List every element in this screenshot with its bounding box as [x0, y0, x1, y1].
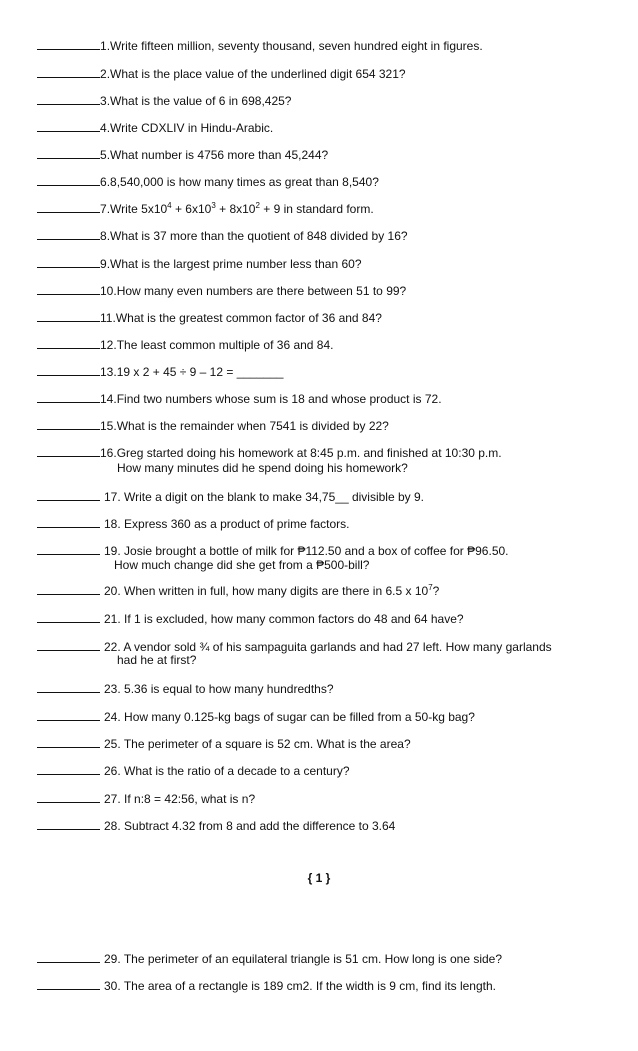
question-22-continuation: had he at first? [117, 653, 197, 667]
answer-blank[interactable] [37, 147, 100, 159]
answer-blank[interactable] [37, 256, 100, 268]
answer-blank[interactable] [37, 818, 100, 830]
answer-blank[interactable] [37, 736, 100, 748]
question-20: 20. When written in full, how many digits are there in 6.5 x $10^7$? [37, 583, 439, 598]
question-28: 28. Subtract 4.32 from 8 and add the difference to 3.64 [37, 818, 395, 833]
question-1: 1.Write fifteen million, seventy thousand, seven hundred eight in figures. [37, 38, 483, 53]
question-24: 24. How many 0.125-kg bags of sugar can be filled from a 50-kg bag? [37, 709, 475, 724]
question-16: 16.Greg started doing his homework at 8:45 p.m. and finished at 10:30 p.m. [37, 445, 502, 460]
answer-blank[interactable] [37, 228, 100, 240]
question-25: 25. The perimeter of a square is 52 cm. What is the area? [37, 736, 411, 751]
answer-blank[interactable] [37, 201, 100, 213]
answer-blank[interactable] [37, 120, 100, 132]
question-19-continuation: How much change did she get from a ₱500-bill? [114, 558, 370, 572]
question-18: 18. Express 360 as a product of prime factors. [37, 516, 349, 531]
answer-blank[interactable] [37, 391, 100, 403]
question-15: 15.What is the remainder when 7541 is divided by 22? [37, 418, 389, 433]
question-14: 14.Find two numbers whose sum is 18 and whose product is 72. [37, 391, 442, 406]
answer-blank[interactable] [37, 583, 100, 595]
question-12: 12.The least common multiple of 36 and 84. [37, 337, 334, 352]
question-6: 6.8,540,000 is how many times as great than 8,540? [37, 174, 379, 189]
question-11: 11.What is the greatest common factor of 36 and 84? [37, 310, 382, 325]
question-16-continuation: How many minutes did he spend doing his homework? [117, 461, 408, 475]
question-3: 3.What is the value of 6 in 698,425? [37, 93, 291, 108]
answer-blank[interactable] [37, 310, 100, 322]
answer-blank[interactable] [37, 174, 100, 186]
answer-blank[interactable] [37, 364, 100, 376]
question-26: 26. What is the ratio of a decade to a century? [37, 763, 350, 778]
answer-blank[interactable] [37, 681, 100, 693]
answer-blank[interactable] [37, 709, 100, 721]
question-30: 30. The area of a rectangle is 189 cm2. If the width is 9 cm, find its length. [37, 978, 496, 993]
answer-blank[interactable] [37, 93, 100, 105]
answer-blank[interactable] [37, 639, 100, 651]
question-7: 7.Write $5x10^4 + 6x10^3 + 8x10^2 + 9$ in standard form. [37, 201, 374, 216]
answer-blank[interactable] [37, 445, 100, 457]
question-13: 13.19 x 2 + 45 ÷ 9 – 12 = _______ [37, 364, 283, 379]
answer-blank[interactable] [37, 611, 100, 623]
answer-blank[interactable] [37, 283, 100, 295]
question-4: 4.Write CDXLIV in Hindu-Arabic. [37, 120, 273, 135]
answer-blank[interactable] [37, 337, 100, 349]
page-number: { 1 } [307, 871, 331, 885]
answer-blank[interactable] [37, 38, 100, 50]
question-19: 19. Josie brought a bottle of milk for ₱112.50 and a box of coffee for ₱96.50. [37, 543, 509, 558]
question-29: 29. The perimeter of an equilateral triangle is 51 cm. How long is one side? [37, 951, 502, 966]
question-21: 21. If 1 is excluded, how many common factors do 48 and 64 have? [37, 611, 464, 626]
question-5: 5.What number is 4756 more than 45,244? [37, 147, 328, 162]
question-22: 22. A vendor sold ¾ of his sampaguita garlands and had 27 left. How many garlands [37, 639, 552, 654]
question-8: 8.What is 37 more than the quotient of 848 divided by 16? [37, 228, 408, 243]
answer-blank[interactable] [37, 66, 100, 78]
answer-blank[interactable] [37, 489, 100, 501]
answer-blank[interactable] [37, 543, 100, 555]
question-2: 2.What is the place value of the underlined digit 654 321? [37, 66, 406, 81]
answer-blank[interactable] [37, 951, 100, 963]
answer-blank[interactable] [37, 978, 100, 990]
question-23: 23. 5.36 is equal to how many hundredths? [37, 681, 334, 696]
answer-blank[interactable] [37, 516, 100, 528]
question-10: 10.How many even numbers are there between 51 to 99? [37, 283, 406, 298]
question-27: 27. If n:8 = 42:56, what is n? [37, 791, 255, 806]
answer-blank[interactable] [37, 791, 100, 803]
answer-blank[interactable] [37, 763, 100, 775]
question-17: 17. Write a digit on the blank to make 34,75__ divisible by 9. [37, 489, 424, 504]
answer-blank[interactable] [37, 418, 100, 430]
question-9: 9.What is the largest prime number less than 60? [37, 256, 362, 271]
